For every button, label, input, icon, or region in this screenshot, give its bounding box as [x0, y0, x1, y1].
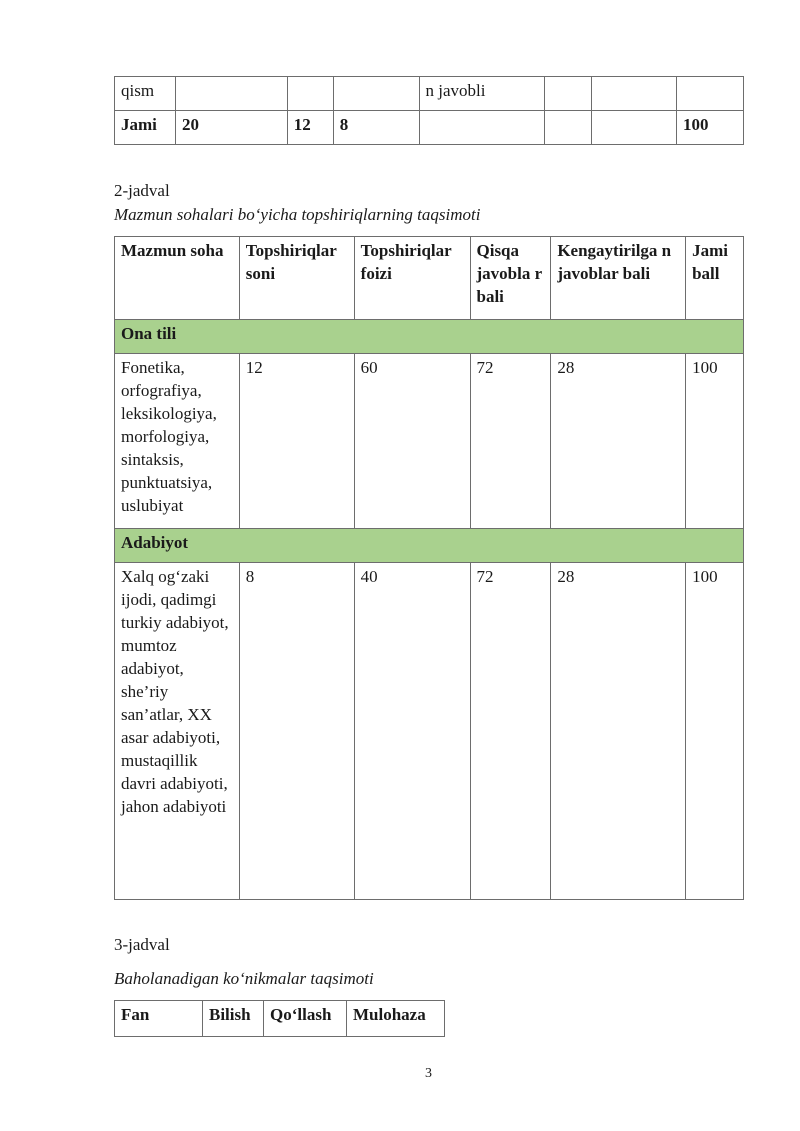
table-cell — [333, 77, 419, 111]
table-cell: 28 — [551, 563, 686, 900]
column-header: Qisqa javobla r bali — [470, 237, 551, 320]
table-cell: qism — [115, 77, 176, 111]
table-row — [115, 563, 744, 900]
table-3 — [114, 1000, 445, 1037]
column-header: Topshiriqlar soni — [239, 237, 354, 320]
table-row — [115, 77, 744, 111]
table-cell: 8 — [333, 111, 419, 145]
table-cell — [545, 111, 592, 145]
column-header: Kengaytirilga n javoblar bali — [551, 237, 686, 320]
table-2-subtitle: Mazmun sohalari bo‘yicha topshiriqlarning taqsimoti — [114, 205, 481, 224]
table-cell: 12 — [239, 354, 354, 529]
section-title: Adabiyot — [115, 529, 744, 563]
table-cell — [592, 111, 677, 145]
column-header: Jami ball — [686, 237, 744, 320]
table-row — [115, 354, 744, 529]
table-cell: 100 — [686, 354, 744, 529]
table-3-caption: 3-jadval — [114, 935, 170, 954]
page-number: 3 — [425, 1066, 432, 1081]
table-cell: 8 — [239, 563, 354, 900]
table-cell: 60 — [354, 354, 470, 529]
table-cell — [175, 77, 287, 111]
table-cell: Jami — [115, 111, 176, 145]
column-header: Fan — [115, 1001, 203, 1037]
section-row-ona-tili — [115, 320, 744, 354]
section-title: Ona tili — [115, 320, 744, 354]
column-header: Mulohaza — [347, 1001, 445, 1037]
table-cell — [287, 77, 333, 111]
table-cell: 12 — [287, 111, 333, 145]
table-cell: 28 — [551, 354, 686, 529]
table-header-row — [115, 237, 744, 320]
table-1 — [114, 76, 744, 145]
table-cell: 100 — [677, 111, 744, 145]
table-cell — [419, 111, 545, 145]
table-cell — [592, 77, 677, 111]
table-row-total — [115, 111, 744, 145]
table-2 — [114, 236, 744, 900]
table-2-caption: 2-jadval — [114, 181, 170, 200]
column-header: Bilish — [203, 1001, 264, 1037]
section-row-adabiyot — [115, 529, 744, 563]
table-cell: 72 — [470, 563, 551, 900]
table-cell: Fonetika, orfografiya, leksikologiya, morfologiya, sintaksis, punktuatsiya, uslubiyat — [115, 354, 240, 529]
table-cell: 40 — [354, 563, 470, 900]
table-cell: 72 — [470, 354, 551, 529]
column-header: Topshiriqlar foizi — [354, 237, 470, 320]
table-cell — [677, 77, 744, 111]
column-header: Qo‘llash — [264, 1001, 347, 1037]
table-cell: 100 — [686, 563, 744, 900]
table-3-subtitle: Baholanadigan ko‘nikmalar taqsimoti — [114, 969, 374, 988]
table-cell: n javobli — [419, 77, 545, 111]
table-cell — [545, 77, 592, 111]
table-cell: 20 — [175, 111, 287, 145]
table-header-row — [115, 1001, 445, 1037]
table-cell: Xalq og‘zaki ijodi, qadimgi turkiy adabiyot, mumtoz adabiyot, she’riy san’atlar, XX asar adabiyoti, mustaqillik davri adabiyoti, jahon adabiyoti — [115, 563, 240, 900]
column-header: Mazmun soha — [115, 237, 240, 320]
